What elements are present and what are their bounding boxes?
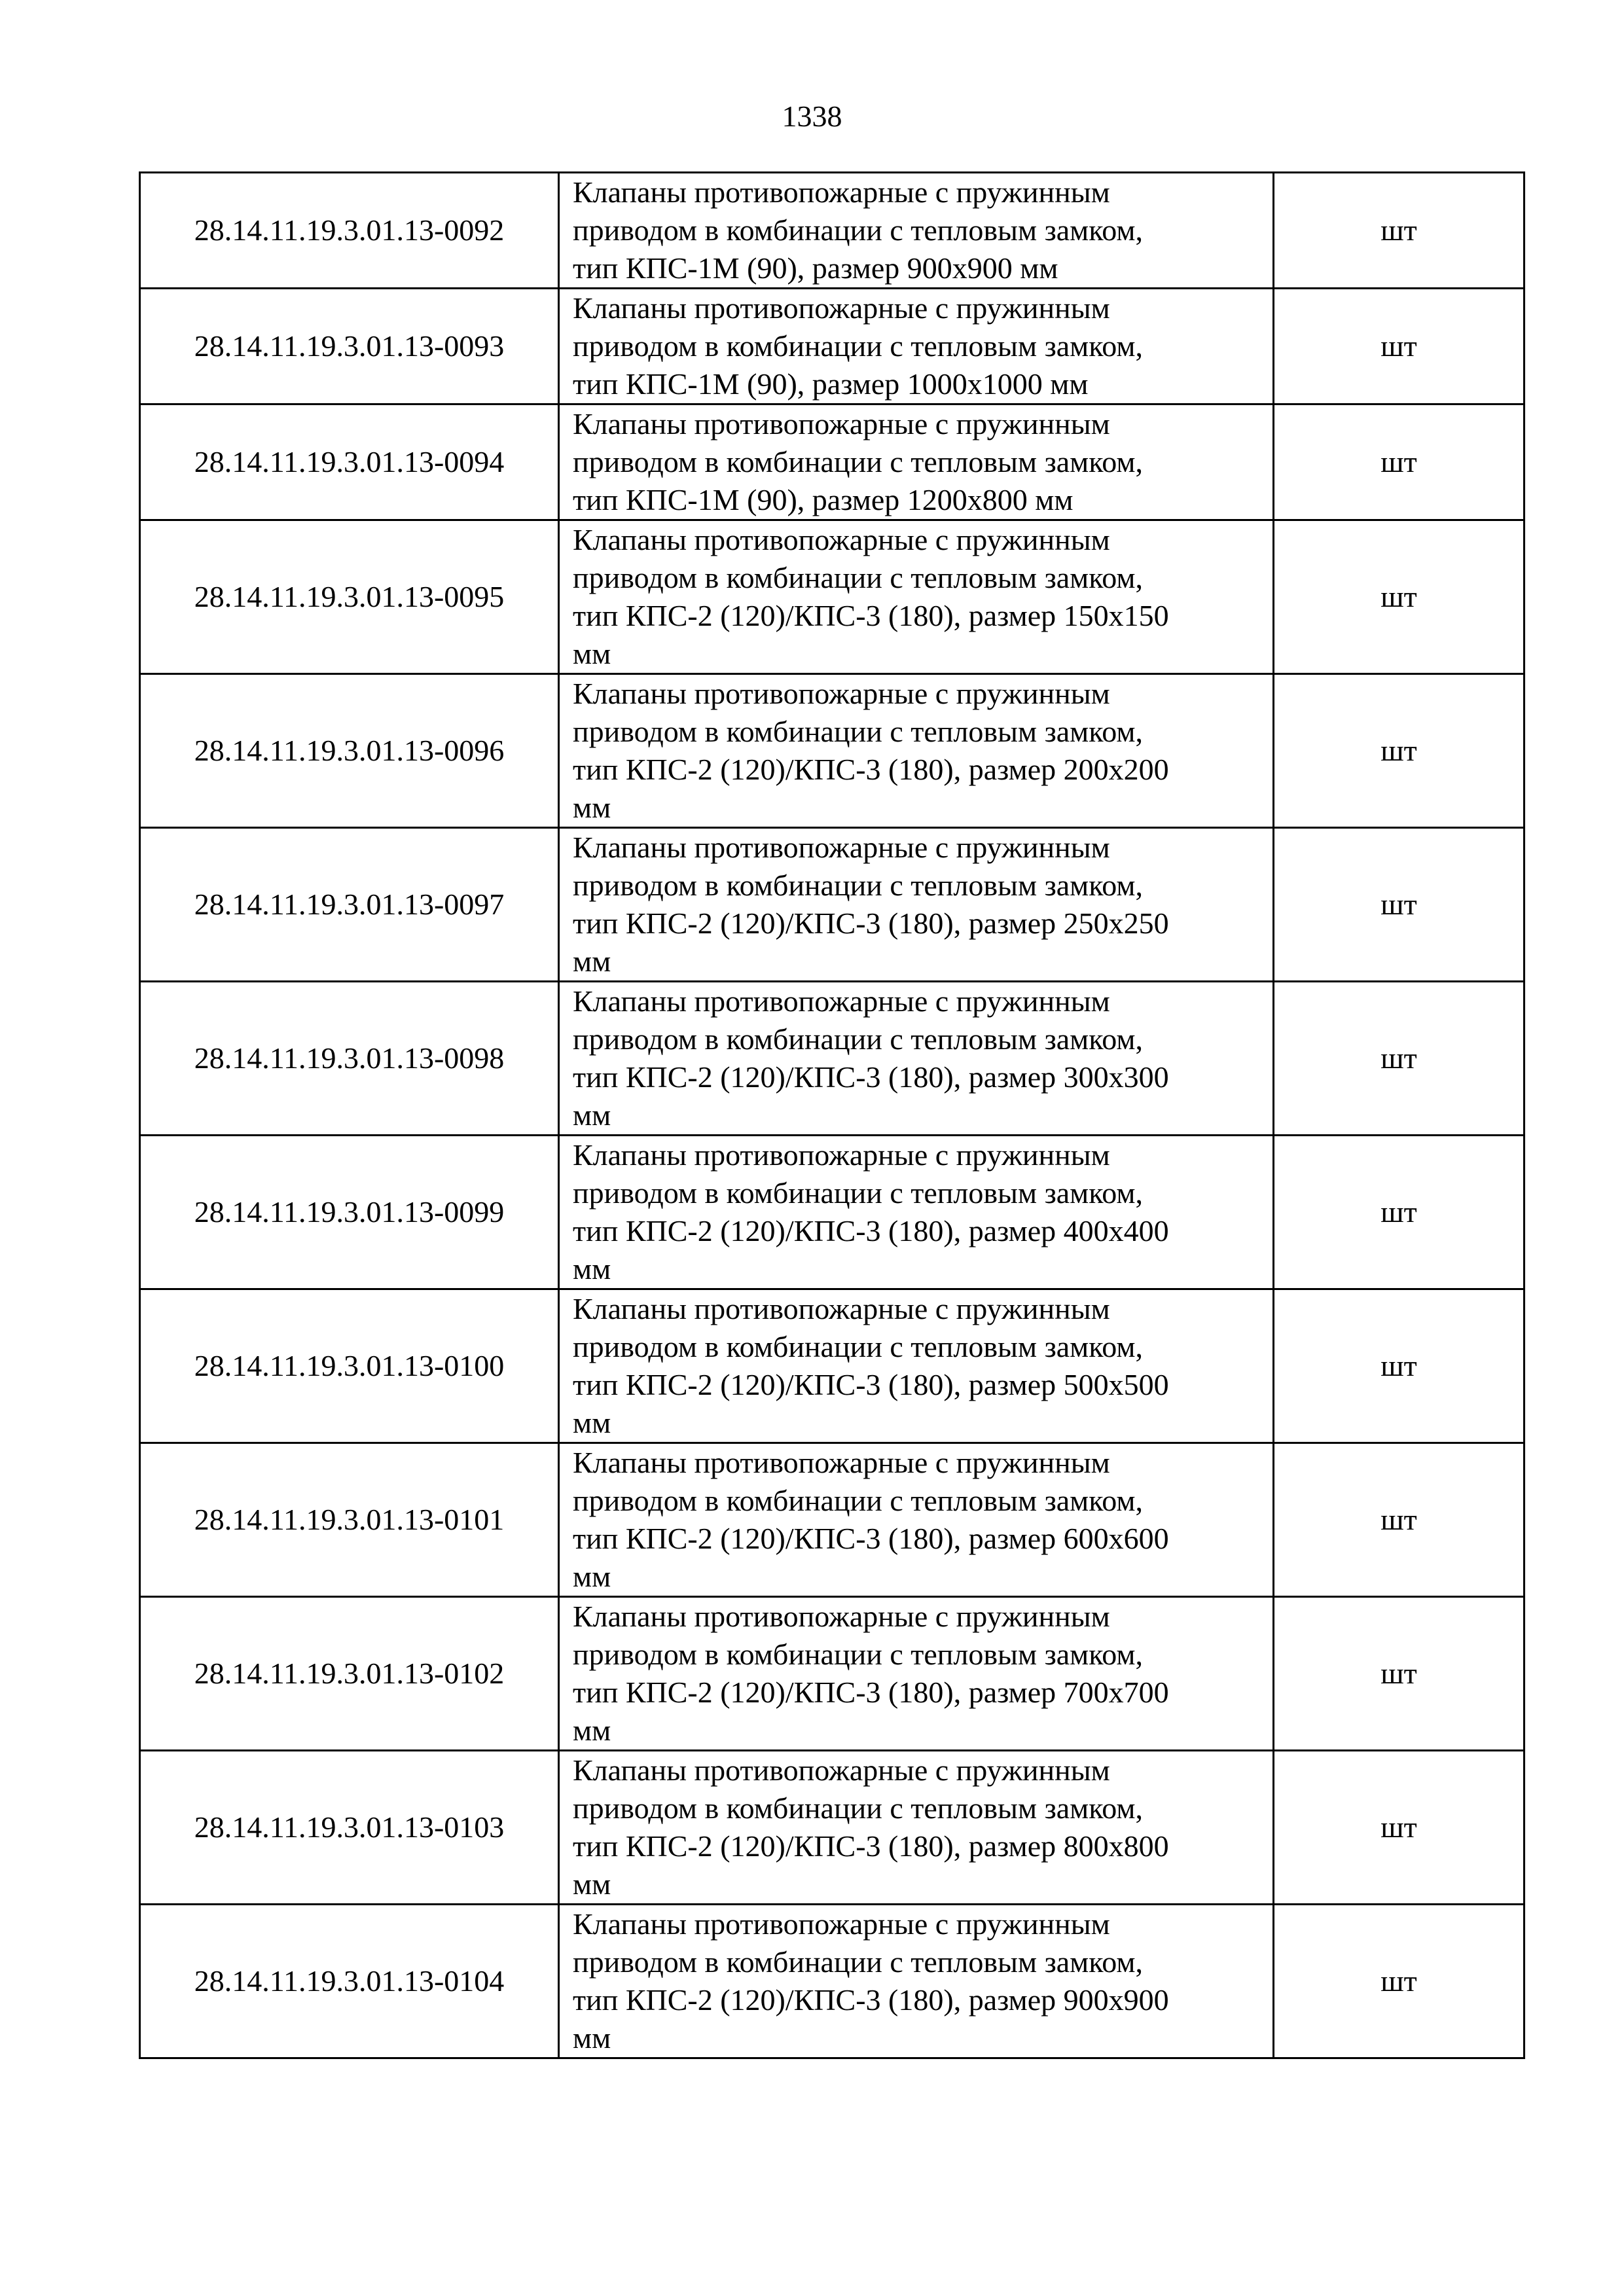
description-line: тип КПС-2 (120)/КПС-3 (180), размер 150х150 — [573, 599, 1169, 632]
description-line: тип КПС-1М (90), размер 1200х800 мм — [573, 483, 1074, 516]
description-line: тип КПС-1М (90), размер 1000х1000 мм — [573, 367, 1089, 401]
description-line: тип КПС-2 (120)/КПС-3 (180), размер 200х200 — [573, 753, 1169, 786]
table-row — [140, 1597, 1525, 1751]
table-row — [140, 173, 1525, 289]
item-unit: шт — [1274, 982, 1525, 1136]
description-line: приводом в комбинации с тепловым замком, — [573, 1330, 1144, 1363]
description-line: приводом в комбинации с тепловым замком, — [573, 1484, 1144, 1517]
item-code: 28.14.11.19.3.01.13-0098 — [140, 982, 559, 1136]
description-line: приводом в комбинации с тепловым замком, — [573, 1176, 1144, 1210]
item-unit: шт — [1274, 674, 1525, 828]
item-description — [559, 1289, 1274, 1443]
table-row — [140, 1136, 1525, 1289]
table-row — [140, 1905, 1525, 2058]
item-code: 28.14.11.19.3.01.13-0093 — [140, 289, 559, 404]
item-description — [559, 1443, 1274, 1597]
item-code: 28.14.11.19.3.01.13-0102 — [140, 1597, 559, 1751]
item-description — [559, 289, 1274, 404]
description-line: Клапаны противопожарные с пружинным — [573, 831, 1110, 864]
items-table-body — [140, 173, 1525, 2058]
table-row — [140, 828, 1525, 982]
description-line: Клапаны противопожарные с пружинным — [573, 984, 1110, 1018]
item-unit: шт — [1274, 1289, 1525, 1443]
item-description — [559, 1597, 1274, 1751]
description-line: Клапаны противопожарные с пружинным — [573, 1753, 1110, 1787]
description-line: мм — [573, 791, 611, 824]
description-line: Клапаны противопожарные с пружинным — [573, 1600, 1110, 1633]
description-line: тип КПС-2 (120)/КПС-3 (180), размер 600х600 — [573, 1522, 1169, 1555]
items-table — [139, 171, 1525, 2059]
description-line: тип КПС-2 (120)/КПС-3 (180), размер 700х700 — [573, 1676, 1169, 1709]
item-code: 28.14.11.19.3.01.13-0092 — [140, 173, 559, 289]
description-line: тип КПС-2 (120)/КПС-3 (180), размер 250х250 — [573, 906, 1169, 940]
item-unit: шт — [1274, 828, 1525, 982]
description-line: тип КПС-2 (120)/КПС-3 (180), размер 400х400 — [573, 1214, 1169, 1247]
item-code: 28.14.11.19.3.01.13-0100 — [140, 1289, 559, 1443]
page-number: 1338 — [782, 99, 842, 133]
item-unit: шт — [1274, 1136, 1525, 1289]
description-line: тип КПС-2 (120)/КПС-3 (180), размер 300х300 — [573, 1060, 1169, 1094]
item-unit: шт — [1274, 1905, 1525, 2058]
item-description — [559, 1751, 1274, 1905]
item-description — [559, 404, 1274, 520]
description-line: мм — [573, 1713, 611, 1747]
item-description — [559, 982, 1274, 1136]
item-description — [559, 1136, 1274, 1289]
item-code: 28.14.11.19.3.01.13-0103 — [140, 1751, 559, 1905]
description-line: мм — [573, 637, 611, 670]
description-line: приводом в комбинации с тепловым замком, — [573, 213, 1144, 247]
item-code: 28.14.11.19.3.01.13-0099 — [140, 1136, 559, 1289]
description-line: приводом в комбинации с тепловым замком, — [573, 329, 1144, 363]
description-line: мм — [573, 1406, 611, 1439]
table-row — [140, 982, 1525, 1136]
table-row — [140, 1443, 1525, 1597]
item-unit: шт — [1274, 1751, 1525, 1905]
item-unit: шт — [1274, 1443, 1525, 1597]
item-code: 28.14.11.19.3.01.13-0104 — [140, 1905, 559, 2058]
item-unit: шт — [1274, 404, 1525, 520]
description-line: мм — [573, 1098, 611, 1132]
description-line: мм — [573, 1867, 611, 1901]
description-line: приводом в комбинации с тепловым замком, — [573, 561, 1144, 594]
table-row — [140, 289, 1525, 404]
description-line: приводом в комбинации с тепловым замком, — [573, 1791, 1144, 1825]
description-line: приводом в комбинации с тепловым замком, — [573, 445, 1144, 478]
item-description — [559, 520, 1274, 674]
table-row — [140, 674, 1525, 828]
description-line: Клапаны противопожарные с пружинным — [573, 677, 1110, 710]
item-unit: шт — [1274, 173, 1525, 289]
table-row — [140, 1751, 1525, 1905]
description-line: приводом в комбинации с тепловым замком, — [573, 715, 1144, 748]
description-line: мм — [573, 944, 611, 978]
description-line: приводом в комбинации с тепловым замком, — [573, 1945, 1144, 1979]
description-line: приводом в комбинации с тепловым замком, — [573, 1638, 1144, 1671]
description-line: Клапаны противопожарные с пружинным — [573, 1292, 1110, 1325]
item-description — [559, 1905, 1274, 2058]
description-line: Клапаны противопожарные с пружинным — [573, 407, 1110, 440]
description-line: Клапаны противопожарные с пружинным — [573, 1138, 1110, 1172]
description-line: мм — [573, 2021, 611, 2054]
item-description — [559, 828, 1274, 982]
item-code: 28.14.11.19.3.01.13-0101 — [140, 1443, 559, 1597]
description-line: мм — [573, 1560, 611, 1593]
item-unit: шт — [1274, 289, 1525, 404]
item-unit: шт — [1274, 1597, 1525, 1751]
description-line: тип КПС-2 (120)/КПС-3 (180), размер 500х500 — [573, 1368, 1169, 1401]
description-line: Клапаны противопожарные с пружинным — [573, 1446, 1110, 1479]
description-line: приводом в комбинации с тепловым замком, — [573, 1022, 1144, 1056]
description-line: Клапаны противопожарные с пружинным — [573, 291, 1110, 325]
description-line: мм — [573, 1252, 611, 1285]
description-line: тип КПС-2 (120)/КПС-3 (180), размер 900х900 — [573, 1983, 1169, 2017]
item-code: 28.14.11.19.3.01.13-0095 — [140, 520, 559, 674]
table-row — [140, 1289, 1525, 1443]
table-row — [140, 404, 1525, 520]
item-code: 28.14.11.19.3.01.13-0094 — [140, 404, 559, 520]
description-line: тип КПС-1М (90), размер 900х900 мм — [573, 251, 1058, 285]
item-description — [559, 173, 1274, 289]
item-code: 28.14.11.19.3.01.13-0097 — [140, 828, 559, 982]
item-code: 28.14.11.19.3.01.13-0096 — [140, 674, 559, 828]
table-row — [140, 520, 1525, 674]
description-line: Клапаны противопожарные с пружинным — [573, 175, 1110, 209]
description-line: Клапаны противопожарные с пружинным — [573, 523, 1110, 556]
description-line: Клапаны противопожарные с пружинным — [573, 1907, 1110, 1941]
item-unit: шт — [1274, 520, 1525, 674]
item-description — [559, 674, 1274, 828]
description-line: приводом в комбинации с тепловым замком, — [573, 869, 1144, 902]
description-line: тип КПС-2 (120)/КПС-3 (180), размер 800х800 — [573, 1829, 1169, 1863]
